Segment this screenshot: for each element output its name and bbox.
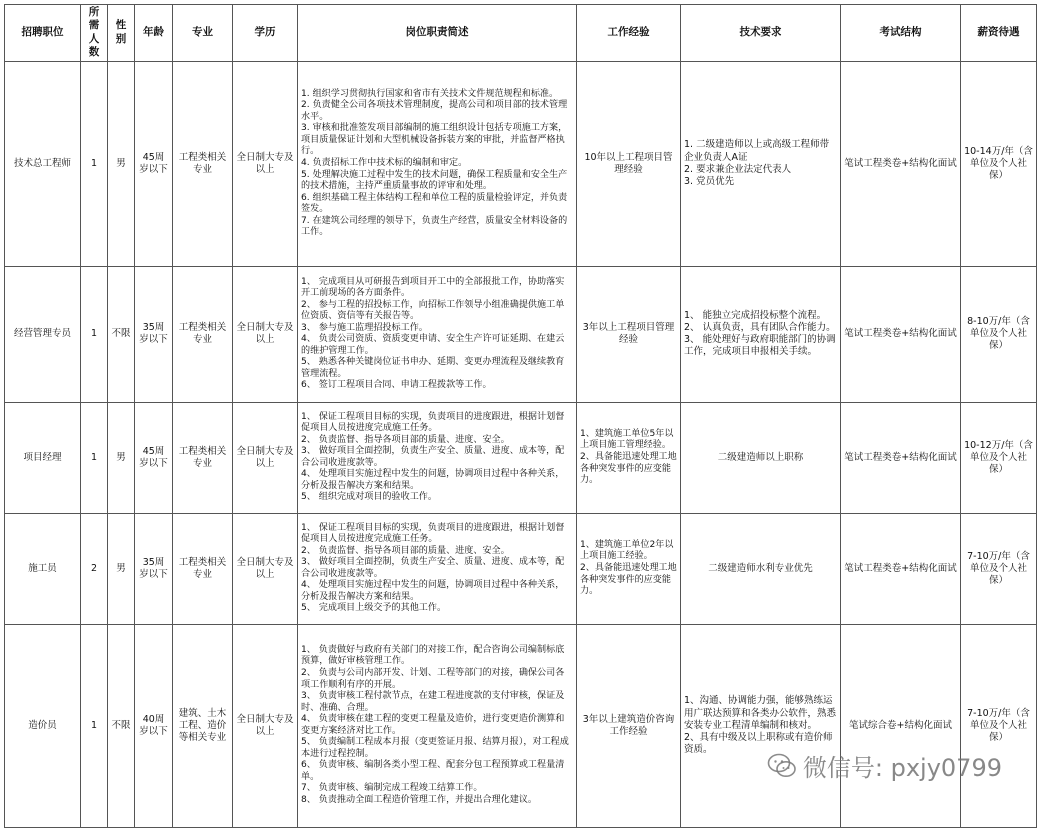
experience-cell — [577, 402, 681, 513]
age-cell: 35周岁以下 — [135, 513, 173, 624]
experience-cell — [577, 513, 681, 624]
age-cell: 45周岁以下 — [135, 61, 173, 266]
tech-line: 1、沟通、协调能力强，能够熟练运用广联达预算和各类办公软件，熟悉安装专业工程清单编制和核对。 — [684, 695, 837, 731]
position-cell: 造价员 — [5, 624, 81, 827]
duties-line: 3、 做好项目全面控制，负责生产安全、质量、进度、成本等，配合公司收进度款等。 — [301, 446, 565, 468]
header-count: 所需人数 — [81, 5, 108, 62]
duties-line: 1、 保证工程项目目标的实现，负责项目的进度跟进，根据计划督促项目人员按进度完成施工任务。 — [301, 522, 565, 545]
duties-line: 2. 负责健全公司各项技术管理制度，提高公司和项目部的技术管理水平。 — [301, 100, 568, 122]
header-education: 学历 — [233, 5, 298, 62]
tech-requirements-cell — [681, 61, 841, 266]
header-row — [5, 5, 1037, 62]
header-position: 招聘职位 — [5, 5, 81, 62]
education-cell: 全日制大专及以上 — [233, 624, 298, 827]
tech-line: 3. 党员优先 — [684, 175, 735, 187]
duties-cell — [298, 402, 577, 513]
duties-line: 5、 熟悉各种关键岗位证书申办、延期、变更办理流程及继续教育管理流程。 — [301, 357, 565, 379]
position-cell: 经营管理专员 — [5, 266, 81, 402]
duties-line: 5、 组织完成对项目的验收工作。 — [301, 492, 437, 503]
count-cell: 1 — [81, 624, 108, 827]
duties-line: 4、 负责公司资质、资质变更申请、安全生产许可证延期、在建云的维护管理工作。 — [301, 334, 565, 356]
header-age: 年龄 — [135, 5, 173, 62]
count-cell: 1 — [81, 402, 108, 513]
duties-line: 7、 负责审核、编制完成工程竣工结算工作。 — [301, 783, 483, 794]
duties-line: 4、 负责审核在建工程的变更工程量及造价，进行变更造价测算和变更方案经济对比工作。 — [301, 714, 565, 736]
major-cell: 工程类相关专业 — [173, 402, 233, 513]
header-salary: 薪资待遇 — [961, 5, 1037, 62]
education-cell: 全日制大专及以上 — [233, 266, 298, 402]
tech-requirements-cell — [681, 624, 841, 827]
table-row — [5, 402, 1037, 513]
tech-line: 1、 能独立完成招投标整个流程。 — [684, 309, 827, 321]
exam-structure-cell: 笔试综合卷+结构化面试 — [841, 624, 961, 827]
salary-cell: 10-14万/年（含单位及个人社保） — [961, 61, 1037, 266]
exam-structure-cell: 笔试工程类卷+结构化面试 — [841, 513, 961, 624]
duties-line: 3、 做好项目全面控制，负责生产安全、质量、进度、成本等，配合公司收进度款等。 — [301, 557, 565, 579]
duties-line: 4、 处理项目实施过程中发生的问题，协调项目过程中各种关系，分析及报告解决方案和结果。 — [301, 580, 565, 602]
duties-line: 4. 负责招标工作中技术标的编制和审定。 — [301, 157, 468, 168]
salary-cell: 8-10万/年（含单位及个人社保） — [961, 266, 1037, 402]
experience-line: 2、具备能迅速处理工地各种突发事件的应变能力。 — [580, 451, 677, 486]
duties-cell — [298, 266, 577, 402]
table-row — [5, 266, 1037, 402]
experience-line: 2、具备能迅速处理工地各种突发事件的应变能力。 — [580, 562, 677, 597]
duties-line: 3、 参与施工监理招投标工作。 — [301, 322, 428, 333]
count-cell: 1 — [81, 61, 108, 266]
tech-line: 2、具有中级及以上职称或有造价师资质。 — [684, 731, 833, 755]
salary-cell: 7-10万/年（含单位及个人社保） — [961, 513, 1037, 624]
position-cell: 技术总工程师 — [5, 61, 81, 266]
table-row — [5, 624, 1037, 827]
duties-line: 2、 负责与公司内部开发、计划、工程等部门的对接，确保公司各项工作顺利有序的开展。 — [301, 668, 565, 690]
education-cell: 全日制大专及以上 — [233, 61, 298, 266]
duties-line: 2、 负责监督、指导各项目部的质量、进度、安全。 — [301, 545, 510, 556]
header-major: 专业 — [173, 5, 233, 62]
duties-line: 3. 审核和批准签发项目部编制的施工组织设计包括专项施工方案，项目质量保证计划和大型机械设备拆装方案的审批，并监督严格执行。 — [301, 123, 568, 157]
age-cell: 45周岁以下 — [135, 402, 173, 513]
table-body — [5, 61, 1037, 827]
duties-line: 4、 处理项目实施过程中发生的问题，协调项目过程中各种关系，分析及报告解决方案和结果。 — [301, 469, 565, 491]
position-cell: 项目经理 — [5, 402, 81, 513]
recruitment-table — [4, 4, 1037, 828]
watermark-text: 微信号: pxjy0799 — [802, 754, 1002, 782]
gender-cell: 男 — [108, 402, 135, 513]
duties-cell — [298, 513, 577, 624]
duties-line: 5、 负责编制工程成本月报（变更签证月报、结算月报），对工程成本进行过程控制。 — [301, 737, 569, 759]
header-exam: 考试结构 — [841, 5, 961, 62]
duties-line: 1. 组织学习贯彻执行国家和省市有关技术文件规范规程和标准。 — [301, 88, 559, 99]
tech-line: 1. 二级建造师以上或高级工程师带企业负责人A证 — [684, 139, 830, 163]
header-experience: 工作经验 — [577, 5, 681, 62]
tech-line: 3、 能处理好与政府职能部门的协调工作，完成项目申报相关手续。 — [684, 334, 836, 358]
header-tech: 技术要求 — [681, 5, 841, 62]
duties-line: 6、 签订工程项目合同、申请工程拨款等工作。 — [301, 380, 492, 391]
gender-cell: 男 — [108, 513, 135, 624]
tech-requirements-cell — [681, 266, 841, 402]
duties-line: 6、 负责审核、编制各类小型工程、配套分包工程预算或工程量清单。 — [301, 760, 565, 782]
duties-line: 5. 处理解决施工过程中发生的技术问题，确保工程质量和安全生产的技术措施，主持严重质量事故的评审和处理。 — [301, 169, 568, 192]
education-cell: 全日制大专及以上 — [233, 402, 298, 513]
experience-cell: 3年以上工程项目管理经验 — [577, 266, 681, 402]
table-row — [5, 61, 1037, 266]
salary-cell: 7-10万/年（含单位及个人社保） — [961, 624, 1037, 827]
salary-cell: 10-12万/年（含单位及个人社保） — [961, 402, 1037, 513]
age-cell: 35周岁以下 — [135, 266, 173, 402]
major-cell: 工程类相关专业 — [173, 266, 233, 402]
duties-line: 6. 组织基础工程主体结构工程和单位工程的质量检验评定，并负责签发。 — [301, 192, 568, 215]
duties-line: 8、 负责推动全面工程造价管理工作，并提出合理化建议。 — [301, 795, 538, 806]
experience-cell: 3年以上建筑造价咨询工作经验 — [577, 624, 681, 827]
header-gender: 性别 — [108, 5, 135, 62]
tech-requirements-cell: 二级建造师水利专业优先 — [681, 513, 841, 624]
major-cell: 建筑、土木工程、造价等相关专业 — [173, 624, 233, 827]
tech-line: 2、 认真负责，具有团队合作能力。 — [684, 322, 836, 334]
education-cell: 全日制大专及以上 — [233, 513, 298, 624]
duties-line: 1、 保证工程项目目标的实现，负责项目的进度跟进，根据计划督促项目人员按进度完成施工任务。 — [301, 411, 565, 434]
duties-line: 3、 负责审核工程付款节点，在建工程进度款的支付审核，保证及时、准确、合理。 — [301, 691, 565, 713]
major-cell: 工程类相关专业 — [173, 513, 233, 624]
count-cell: 2 — [81, 513, 108, 624]
duties-line: 2、 负责监督、指导各项目部的质量、进度、安全。 — [301, 434, 510, 445]
gender-cell: 男 — [108, 61, 135, 266]
duties-line: 2、 参与工程的招投标工作，向招标工作领导小组准确提供施工单位资质、资信等有关报告等。 — [301, 299, 565, 322]
age-cell: 40周岁以下 — [135, 624, 173, 827]
position-cell: 施工员 — [5, 513, 81, 624]
experience-line: 1、建筑施工单位2年以上项目施工经验。 — [580, 539, 674, 562]
gender-cell: 不限 — [108, 624, 135, 827]
experience-line: 1、建筑施工单位5年以上项目施工管理经验。 — [580, 428, 674, 451]
duties-line: 7. 在建筑公司经理的领导下，负责生产经营，质量安全材料设备的工作。 — [301, 215, 568, 238]
major-cell: 工程类相关专业 — [173, 61, 233, 266]
exam-structure-cell: 笔试工程类卷+结构化面试 — [841, 61, 961, 266]
header-duties: 岗位职责简述 — [298, 5, 577, 62]
duties-cell — [298, 624, 577, 827]
tech-line: 2. 要求兼企业法定代表人 — [684, 163, 792, 175]
tech-requirements-cell: 二级建造师以上职称 — [681, 402, 841, 513]
gender-cell: 不限 — [108, 266, 135, 402]
duties-line: 1、 负责做好与政府有关部门的对接工作，配合咨询公司编制标底预算，做好审核管理工作。 — [301, 644, 565, 667]
experience-cell: 10年以上工程项目管理经验 — [577, 61, 681, 266]
exam-structure-cell: 笔试工程类卷+结构化面试 — [841, 402, 961, 513]
duties-cell — [298, 61, 577, 266]
count-cell: 1 — [81, 266, 108, 402]
exam-structure-cell: 笔试工程类卷+结构化面试 — [841, 266, 961, 402]
table-row — [5, 513, 1037, 624]
duties-line: 1、 完成项目从可研报告到项目开工中的全部报批工作，协助落实开工前现场的各方面条件。 — [301, 276, 565, 299]
duties-line: 5、 完成项目上级交予的其他工作。 — [301, 603, 447, 614]
